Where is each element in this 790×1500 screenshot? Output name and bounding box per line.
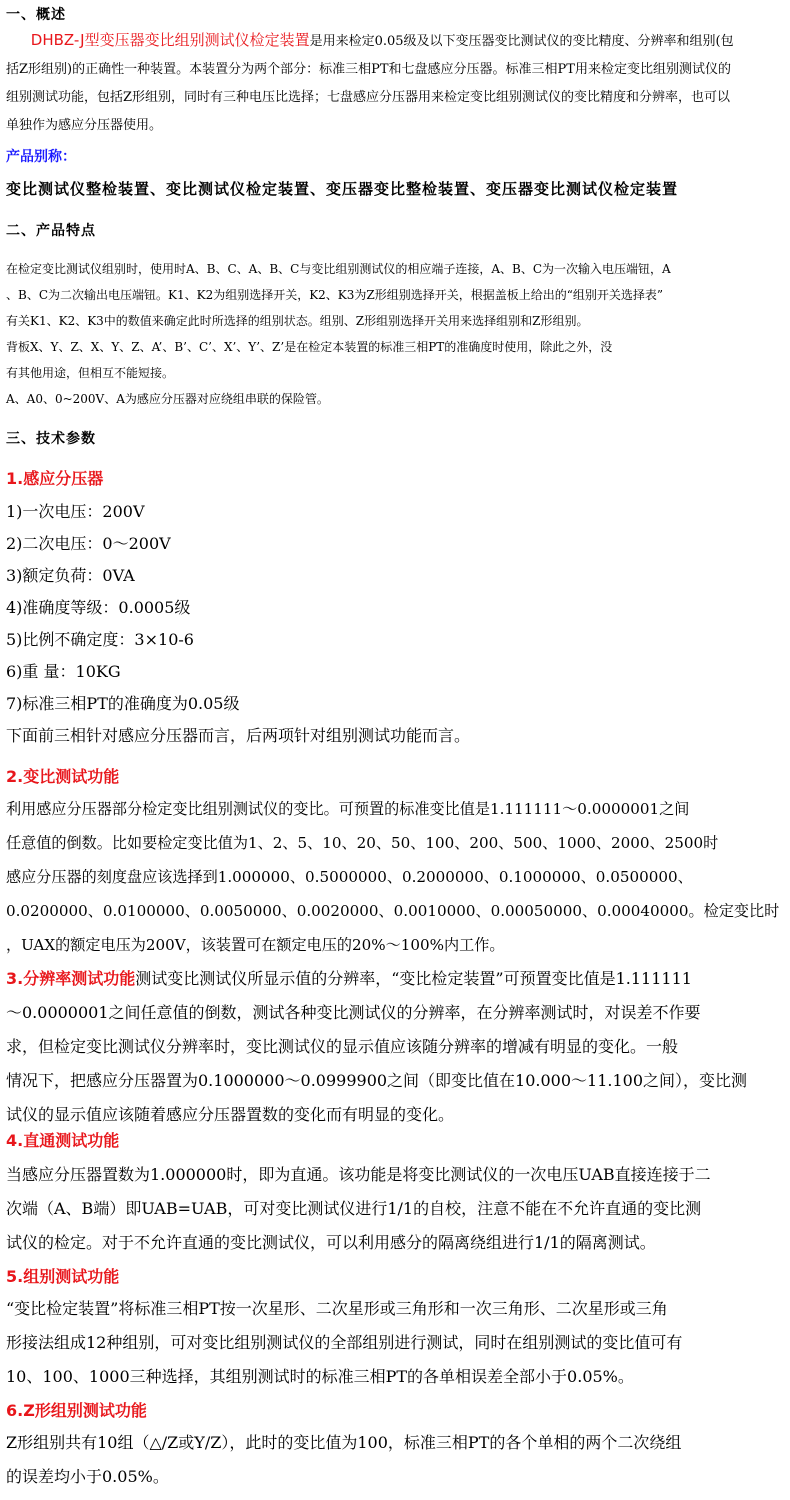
resolution-line-1: 3.分辨率测试功能测试变比测试仪所显示值的分辨率，“变比检定装置”可预置变比值是1.111111 bbox=[6, 969, 692, 988]
spec-item: 5)比例不确定度：3×10-6 bbox=[6, 630, 194, 649]
subsection-title-group-test: 5.组别测试功能 bbox=[6, 1267, 120, 1286]
spec-item: 1)一次电压：200V bbox=[6, 502, 145, 521]
specs-list bbox=[6, 496, 784, 752]
passthrough-line: 次端（A、B端）即UAB=UAB，可对变比测试仪进行1/1的自校，注意不能在不允许直通的变比测 bbox=[6, 1199, 702, 1218]
passthrough-line: 当感应分压器置数为1.000000时，即为直通。该功能是将变比测试仪的一次电压UAB直接连接于二 bbox=[6, 1165, 711, 1184]
features-line: 有关K1、K2、K3中的数值来确定此时所选择的组别状态。组别、Z形组别选择开关用来选择组别和Z形组别。 bbox=[6, 314, 589, 328]
features-line: 背板X、Y、Z、X、Y、Z、A’、B’、C’、X’、Y’、Z’是在检定本装置的标准三相PT的准确度时使用，除此之外，没 bbox=[6, 340, 613, 354]
features-paragraph bbox=[6, 256, 784, 412]
overview-line-1 bbox=[6, 26, 784, 56]
subsection-title-z-group-test: 6.Z形组别测试功能 bbox=[6, 1401, 147, 1420]
product-name: DHBZ-J型变压器变比组别测试仪检定装置 bbox=[30, 31, 310, 49]
subsection-title-passthrough-test: 4.直通测试功能 bbox=[6, 1131, 120, 1150]
group-line: “变比检定装置”将标准三相PT按一次星形、二次星形或三角形和一次三角形、二次星形或三角 bbox=[6, 1299, 668, 1318]
section-heading-overview: 一、概述 bbox=[6, 7, 66, 23]
spec-item: 3)额定负荷：0VA bbox=[6, 566, 135, 585]
overview-line-2: 括Z形组别)的正确性一种装置。本装置分为两个部分：标准三相PT和七盘感应分压器。标准三相PT用来检定变比组别测试仪的 bbox=[6, 62, 731, 77]
passthrough-test-paragraph bbox=[6, 1158, 784, 1260]
resolution-test-paragraph bbox=[6, 962, 784, 1132]
features-line: 在检定变比测试仪组别时，使用时A、B、C、A、B、C与变比组别测试仪的相应端子连接，A、B、C为一次输入电压端钮，A bbox=[6, 262, 671, 276]
passthrough-line: 试仪的检定。对于不允许直通的变比测试仪，可以利用感分的隔离绕组进行1/1的隔离测试。 bbox=[6, 1233, 656, 1252]
z-group-line: Z形组别共有10组（△/Z或Y/Z），此时的变比值为100，标准三相PT的各个单相的两个二次绕组 bbox=[6, 1433, 682, 1452]
ratio-line: 0.0200000、0.0100000、0.0050000、0.0020000、0.0010000、0.00050000、0.00040000。检定变比时 bbox=[6, 902, 780, 920]
group-line: 形接法组成12种组别，可对变比组别测试仪的全部组别进行测试，同时在组别测试的变比值可有 bbox=[6, 1333, 683, 1352]
spec-item: 4)准确度等级：0.0005级 bbox=[6, 598, 191, 617]
ratio-line: 任意值的倒数。比如要检定变比值为1、2、5、10、20、50、100、200、500、1000、2000、2500时 bbox=[6, 834, 719, 852]
features-line: A、A0、0~200V、A为感应分压器对应绕组串联的保险管。 bbox=[6, 392, 329, 406]
resolution-line: ～0.0000001之间任意值的倒数，测试各种变比测试仪的分辨率，在分辨率测试时，对误差不作要 bbox=[6, 1003, 701, 1022]
resolution-line: 求，但检定变比测试仪分辨率时，变比测试仪的显示值应该随分辨率的增减有明显的变化。一般 bbox=[6, 1037, 679, 1056]
subsection-title-divider: 1.感应分压器 bbox=[6, 469, 104, 488]
spec-item: 7)标准三相PT的准确度为0.05级 bbox=[6, 694, 240, 713]
ratio-line: ，UAX的额定电压为200V，该装置可在额定电压的20%～100%内工作。 bbox=[6, 936, 505, 954]
subsection-title-resolution-test: 3.分辨率测试功能 bbox=[6, 969, 136, 988]
z-group-line: 的误差均小于0.05%。 bbox=[6, 1467, 169, 1486]
overview-intro-rest: 是用来检定0.05级及以下变压器变比测试仪的变比精度、分辨率和组别(包 bbox=[309, 34, 734, 49]
ratio-line: 感应分压器的刻度盘应该选择到1.000000、0.5000000、0.2000000、0.1000000、0.0500000、 bbox=[6, 868, 693, 886]
spec-item: 6)重 量：10KG bbox=[6, 662, 121, 681]
spec-item: 2)二次电压：0～200V bbox=[6, 534, 171, 553]
spec-note: 下面前三相针对感应分压器而言，后两项针对组别测试功能而言。 bbox=[6, 726, 471, 745]
group-line: 10、100、1000三种选择，其组别测试时的标准三相PT的各单相误差全部小于0.05%。 bbox=[6, 1367, 634, 1386]
product-alias-names: 变比测试仪整检装置、变比测试仪检定装置、变压器变比整检装置、变压器变比测试仪检定装置 bbox=[6, 180, 679, 198]
ratio-test-paragraph bbox=[6, 792, 784, 962]
section-heading-specs: 三、技术参数 bbox=[6, 431, 96, 447]
resolution-line: 情况下，把感应分压器置为0.1000000～0.0999900之间（即变比值在10.000～11.100之间），变比测 bbox=[6, 1071, 748, 1090]
overview-line-4: 单独作为感应分压器使用。 bbox=[6, 118, 163, 133]
overview-paragraph bbox=[6, 26, 784, 140]
features-line: 有其他用途，但相互不能短接。 bbox=[6, 366, 175, 380]
product-alias-label: 产品别称： bbox=[6, 149, 76, 165]
resolution-line: 试仪的显示值应该随着感应分压器置数的变化而有明显的变化。 bbox=[6, 1105, 455, 1124]
subsection-title-ratio-test: 2.变比测试功能 bbox=[6, 767, 120, 786]
features-line: 、B、C为二次输出电压端钮。K1、K2为组别选择开关，K2、K3为Z形组别选择开关，根据盖板上给出的“组别开关选择表” bbox=[6, 288, 664, 302]
group-test-paragraph bbox=[6, 1292, 784, 1394]
z-group-test-paragraph bbox=[6, 1426, 784, 1494]
ratio-line: 利用感应分压器部分检定变比组别测试仪的变比。可预置的标准变比值是1.111111～0.0000001之间 bbox=[6, 800, 690, 818]
section-heading-features: 二、产品特点 bbox=[6, 223, 96, 239]
overview-line-3: 组别测试功能，包括Z形组别，同时有三种电压比选择；七盘感应分压器用来检定变比组别测试仪的变比精度和分辨率，也可以 bbox=[6, 90, 731, 105]
